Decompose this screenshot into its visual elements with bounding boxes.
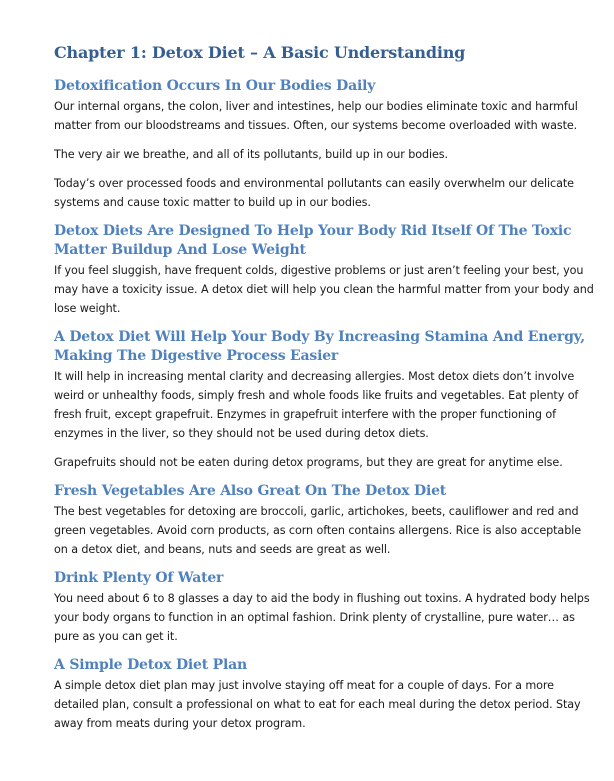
- paragraph: A simple detox diet plan may just involve staying off meat for a couple of days. For a more detailed plan, consult a professional on what to eat for each meal during the detox period. Stay away from meats during your detox program.: [54, 679, 581, 730]
- section-drink-water: [54, 569, 596, 646]
- section-heading: Fresh Vegetables Are Also Great On The Detox Diet: [54, 483, 447, 499]
- section-heading: Detoxification Occurs In Our Bodies Daily: [54, 78, 376, 94]
- section-simple-plan: [54, 656, 596, 733]
- paragraph: It will help in increasing mental clarity and decreasing allergies. Most detox diets don’t involve weird or unhealthy foods, simply fresh and whole foods like fruits and vegetables. Eat plenty of fresh fruit, except grapefruit. Enzymes in grapefruit interfere with the proper functioning of enzymes in the liver, so they should not be used during detox diets.: [54, 370, 579, 440]
- section-heading: A Simple Detox Diet Plan: [54, 657, 247, 673]
- section-heading: Drink Plenty Of Water: [54, 570, 224, 586]
- section-detox-diets-designed: [54, 222, 596, 318]
- section-fresh-vegetables: [54, 482, 596, 559]
- paragraph: Our internal organs, the colon, liver and intestines, help our bodies eliminate toxic and harmful matter from our bloodstreams and tissues. Often, our systems become overloaded with waste.: [54, 100, 578, 132]
- document-page: [54, 43, 596, 743]
- chapter-title: Chapter 1: Detox Diet – A Basic Understanding: [54, 43, 466, 62]
- paragraph: If you feel sluggish, have frequent colds, digestive problems or just aren’t feeling your best, you may have a toxicity issue. A detox diet will help you clean the harmful matter from your body and lose weight.: [54, 264, 594, 315]
- paragraph: Today’s over processed foods and environmental pollutants can easily overwhelm our delicate systems and cause toxic matter to build up in our bodies.: [54, 177, 574, 209]
- section-detoxification-daily: [54, 77, 596, 212]
- section-stamina-energy: [54, 328, 596, 472]
- section-heading: Detox Diets Are Designed To Help Your Body Rid Itself Of The Toxic Matter Buildup And Lose Weight: [54, 223, 572, 258]
- paragraph: The best vegetables for detoxing are broccoli, garlic, artichokes, beets, cauliflower and red and green vegetables. Avoid corn products, as corn often contains allergens. Rice is also acceptable on a detox diet, and beans, nuts and seeds are great as well.: [54, 505, 581, 556]
- paragraph: The very air we breathe, and all of its pollutants, build up in our bodies.: [54, 148, 448, 161]
- paragraph: Grapefruits should not be eaten during detox programs, but they are great for anytime else.: [54, 456, 563, 469]
- section-heading: A Detox Diet Will Help Your Body By Increasing Stamina And Energy, Making The Digestive Process Easier: [54, 329, 585, 364]
- paragraph: You need about 6 to 8 glasses a day to aid the body in flushing out toxins. A hydrated body helps your body organs to function in an optimal fashion. Drink plenty of crystalline, pure water… as pure as you can get it.: [54, 592, 590, 643]
